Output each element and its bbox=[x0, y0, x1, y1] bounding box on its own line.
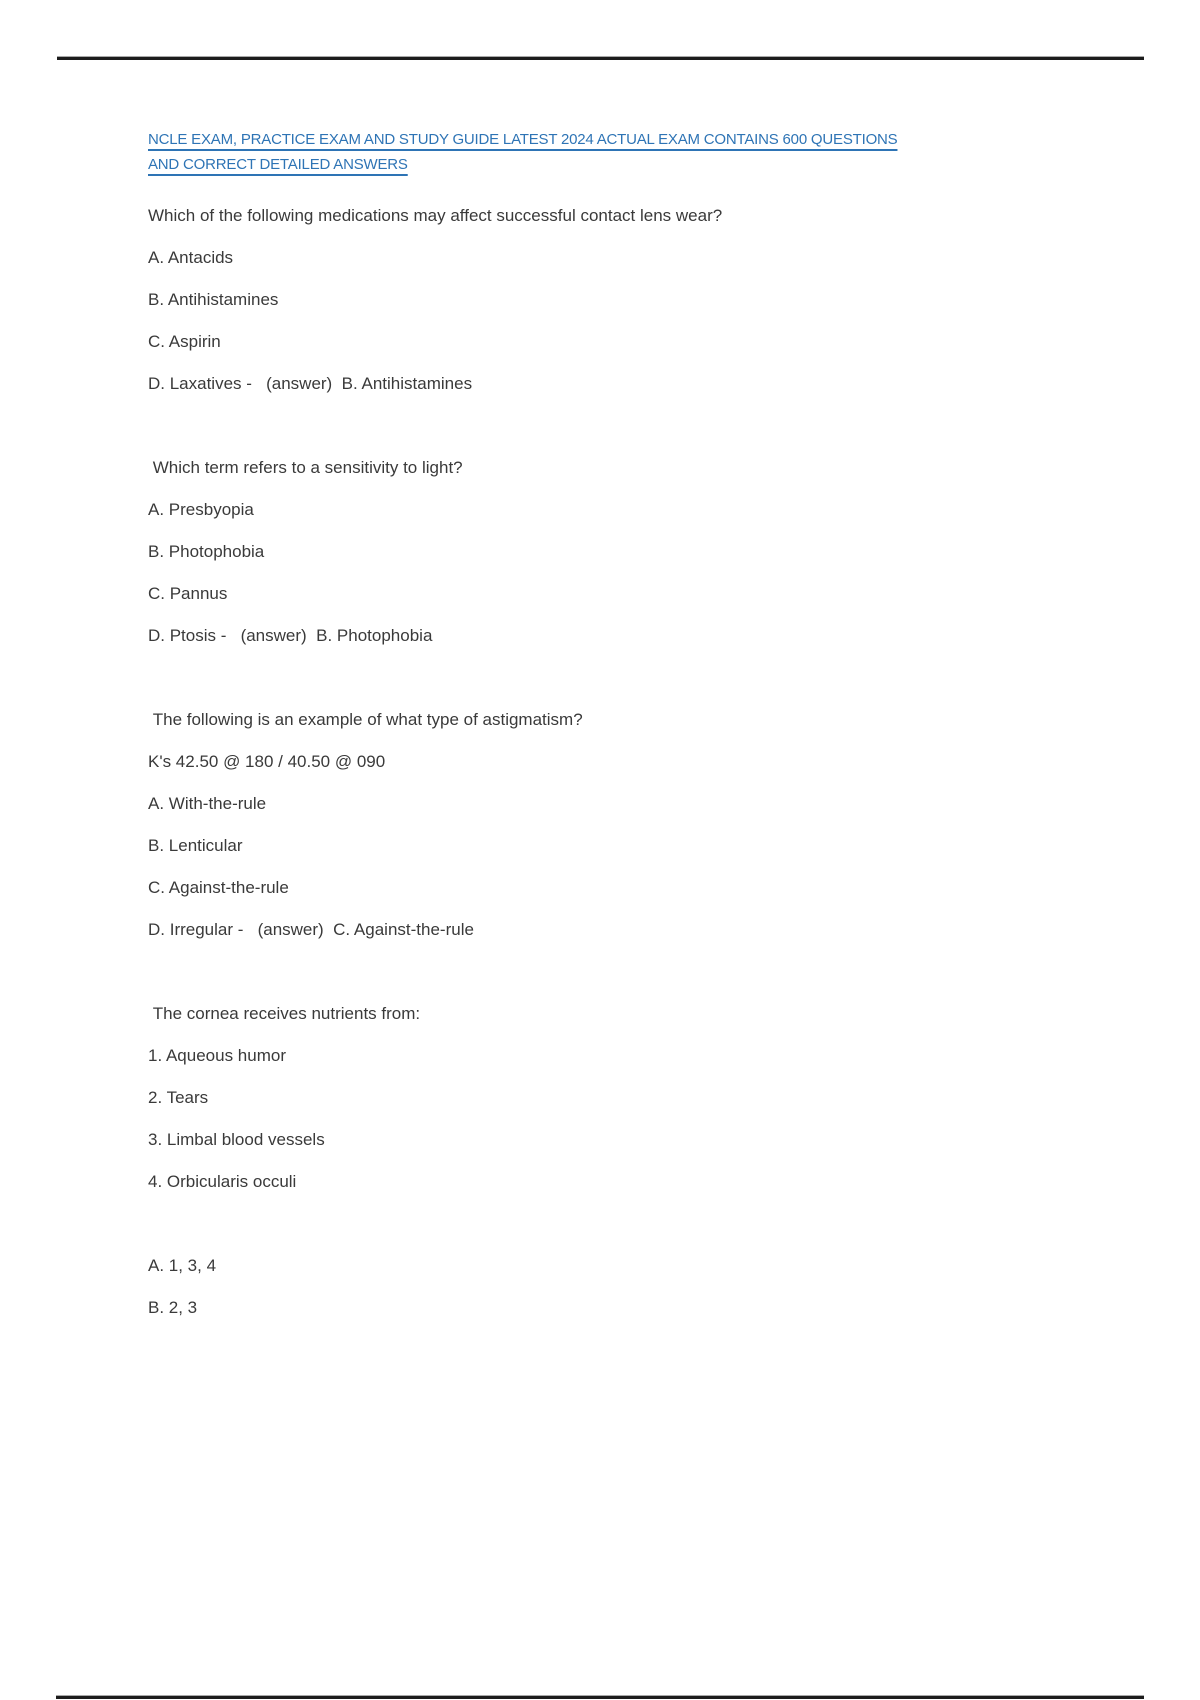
answer-option: A. Antacids bbox=[148, 248, 234, 267]
question-block bbox=[148, 459, 1158, 645]
question-prompt: The following is an example of what type of astigmatism? bbox=[148, 710, 583, 729]
answer-option: D. Laxatives - (answer) B. Antihistamines bbox=[148, 374, 473, 393]
paragraph-gap bbox=[148, 417, 1158, 459]
answer-option: 2. Tears bbox=[148, 1088, 209, 1107]
answer-option: B. Lenticular bbox=[148, 836, 243, 855]
answer-option: C. Pannus bbox=[148, 584, 228, 603]
question-prompt: The cornea receives nutrients from: bbox=[148, 1004, 421, 1023]
document-title-line-1: NCLE EXAM, PRACTICE EXAM AND STUDY GUIDE LATEST 2024 ACTUAL EXAM CONTAINS 600 QUESTIONS bbox=[148, 131, 898, 148]
answer-option: B. Antihistamines bbox=[148, 290, 279, 309]
document-body bbox=[148, 127, 1158, 1341]
blank-line bbox=[148, 1215, 1158, 1257]
paragraph-gap bbox=[148, 669, 1158, 711]
question-prompt: Which of the following medications may affect successful contact lens wear? bbox=[148, 206, 723, 225]
page-bottom-border-line bbox=[56, 1695, 1144, 1699]
question-block bbox=[148, 1005, 1158, 1317]
answer-option: 4. Orbicularis occuli bbox=[148, 1172, 297, 1191]
question-block bbox=[148, 711, 1158, 939]
answer-option: A. Presbyopia bbox=[148, 500, 254, 519]
answer-option: 1. Aqueous humor bbox=[148, 1046, 286, 1065]
answer-option: B. 2, 3 bbox=[148, 1298, 198, 1317]
page-top-border-line bbox=[57, 56, 1144, 60]
question-prompt: Which term refers to a sensitivity to light? bbox=[148, 458, 463, 477]
document-title-link[interactable] bbox=[148, 127, 1158, 177]
answer-option: C. Against-the-rule bbox=[148, 878, 289, 897]
answer-option: D. Ptosis - (answer) B. Photophobia bbox=[148, 626, 433, 645]
question-list bbox=[148, 207, 1158, 1317]
answer-option: D. Irregular - (answer) C. Against-the-rule bbox=[148, 920, 474, 939]
answer-option: B. Photophobia bbox=[148, 542, 265, 561]
answer-option: A. 1, 3, 4 bbox=[148, 1256, 217, 1275]
paragraph-gap bbox=[148, 963, 1158, 1005]
answer-option: 3. Limbal blood vessels bbox=[148, 1130, 325, 1149]
document-title-line-2: AND CORRECT DETAILED ANSWERS bbox=[148, 156, 408, 173]
answer-option: C. Aspirin bbox=[148, 332, 221, 351]
question-block bbox=[148, 207, 1158, 393]
answer-option: K's 42.50 @ 180 / 40.50 @ 090 bbox=[148, 752, 386, 771]
answer-option: A. With-the-rule bbox=[148, 794, 267, 813]
